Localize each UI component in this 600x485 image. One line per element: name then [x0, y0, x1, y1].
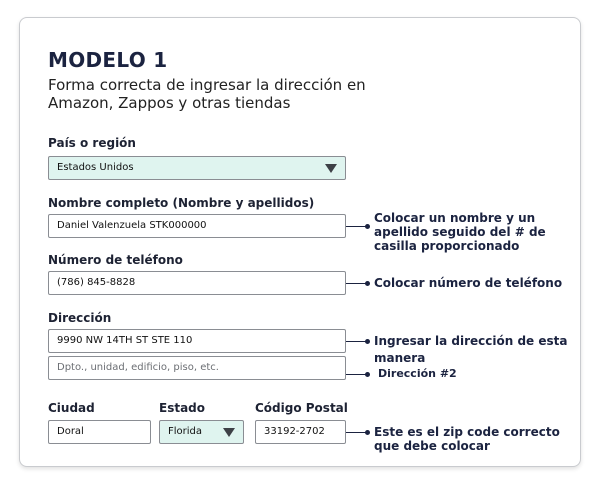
country-select[interactable] — [48, 156, 346, 180]
address-line2-input[interactable]: Dpto., unidad, edificio, piso, etc. — [48, 356, 346, 380]
chevron-down-icon — [223, 428, 235, 437]
page-subtitle: Forma correcta de ingresar la dirección en Amazon, Zappos y otras tiendas — [48, 76, 366, 112]
phone-note-dot — [365, 281, 370, 286]
address-label: Dirección — [48, 311, 112, 325]
state-select-value: Florida — [168, 426, 203, 437]
zip-input[interactable]: 33192-2702 — [255, 420, 346, 444]
page-title: MODELO 1 — [48, 48, 168, 72]
country-select-value: Estados Unidos — [57, 162, 134, 173]
phone-input[interactable]: (786) 845-8828 — [48, 271, 346, 295]
state-label: Estado — [159, 401, 206, 415]
phone-label: Número de teléfono — [48, 253, 183, 267]
address1-note-dot — [365, 339, 370, 344]
zip-note-dot — [365, 430, 370, 435]
chevron-down-icon — [325, 164, 337, 173]
zip-label: Código Postal — [255, 401, 348, 415]
address1-note: Ingresar la dirección de esta manera — [374, 334, 568, 365]
zip-note: Este es el zip code correcto que debe colocar — [374, 425, 560, 453]
address2-note: Dirección #2 — [378, 367, 457, 380]
name-input[interactable]: Daniel Valenzuela STK000000 — [48, 214, 346, 238]
address2-note-dot — [365, 372, 370, 377]
name-note: Colocar un nombre y un apellido seguido del # de casilla proporcionado — [374, 211, 546, 253]
name-note-dot — [365, 224, 370, 229]
name-label: Nombre completo (Nombre y apellidos) — [48, 196, 315, 210]
address-line1-input[interactable]: 9990 NW 14TH ST STE 110 — [48, 329, 346, 353]
state-select[interactable] — [159, 420, 244, 444]
phone-note: Colocar número de teléfono — [374, 276, 563, 290]
country-label: País o región — [48, 136, 136, 150]
city-input[interactable]: Doral — [48, 420, 151, 444]
city-label: Ciudad — [48, 401, 95, 415]
